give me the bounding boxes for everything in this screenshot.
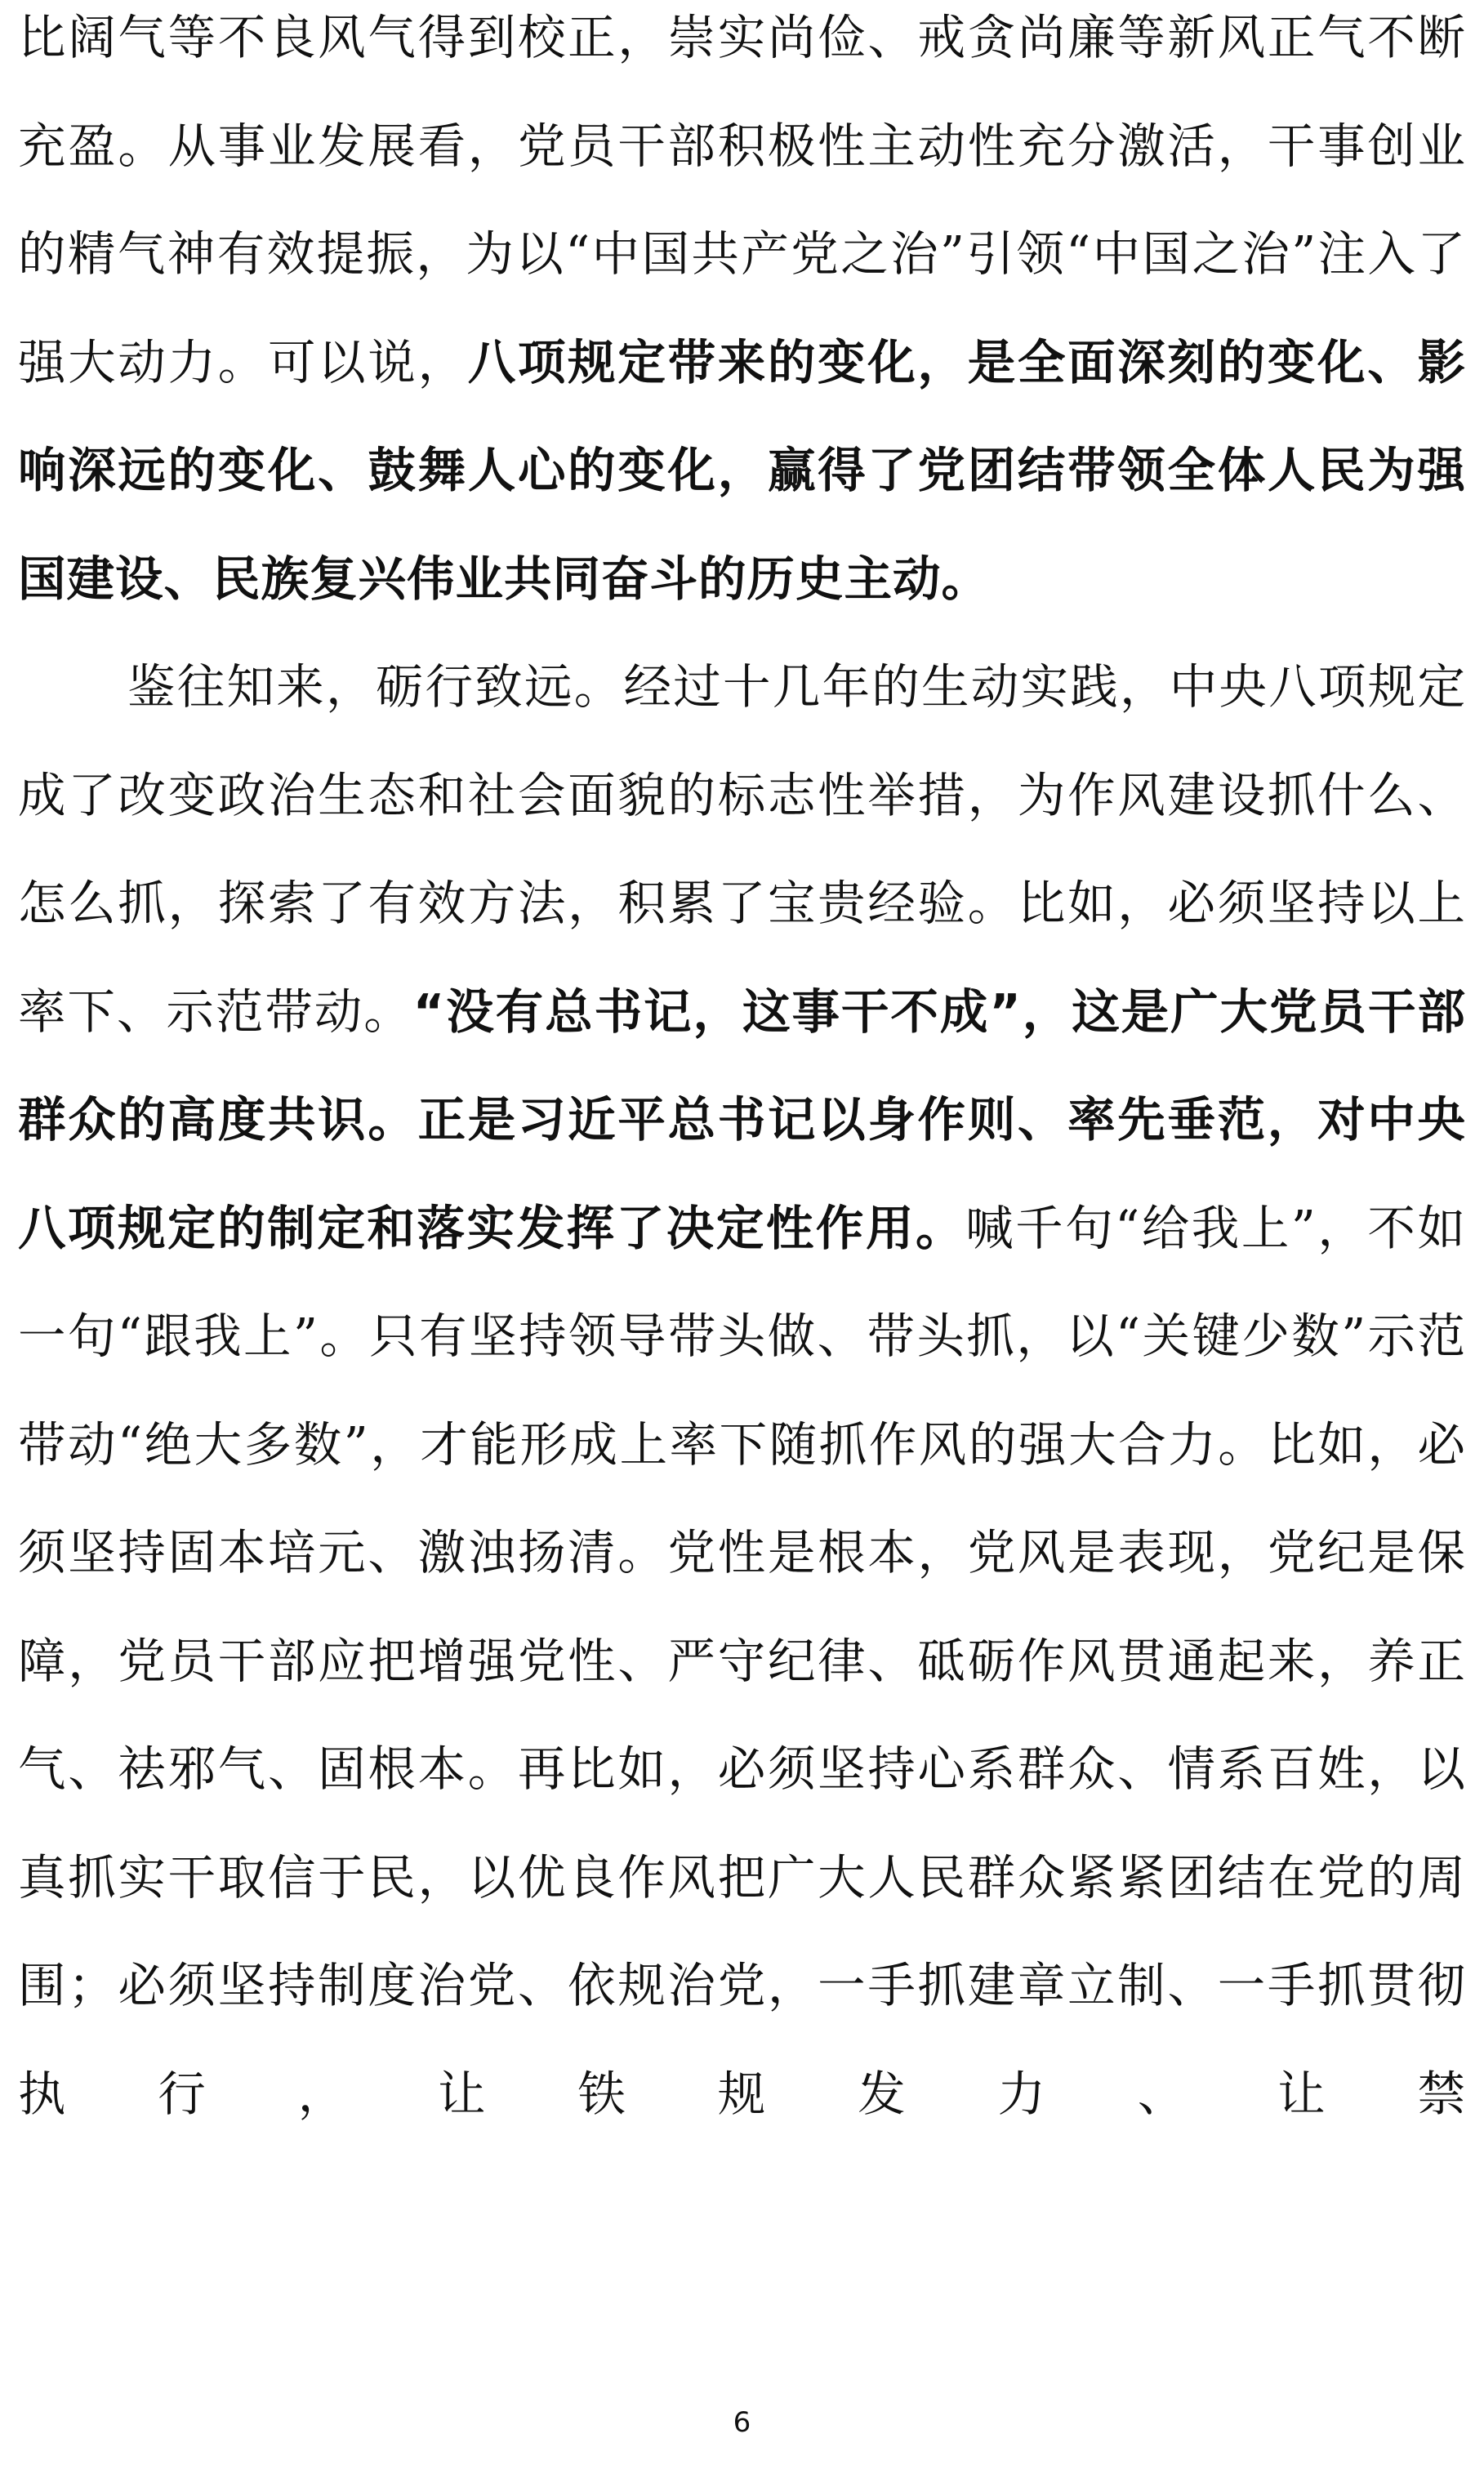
paragraph-1 <box>18 0 1466 633</box>
paragraph-2-text-b: 喊千句“给我上”，不如一句“跟我上”。只有坚持领导带头做、带头抓，以“关键少数”示范带动“绝大多数”，才能形成上率下随抓作风的强大合力。比如，必须坚持固本培元、激浊扬清。党性是根本，党风是表现，党纪是保障，党员干部应把增强党性、严守纪律、砥砺作风贯通起来，养正气、祛邪气、固根本。再比如，必须坚持心系群众、情系百姓，以真抓实干取信于民，以优良作风把广大人民群众紧紧团结在党的周围；必须坚持制度治党、依规治党，一手抓建章立制、一手抓贯彻执行，让铁规发力、让禁 <box>18 1200 1466 2122</box>
paragraph-2 <box>18 633 1466 2148</box>
document-page <box>18 0 1466 2148</box>
paragraph-2-text-a: 鉴往知来，砺行致远。经过十几年的生动实践，中央八项规定成了改变政治生态和社会面貌的标志性举措，为作风建设抓什么、怎么抓，探索了有效方法，积累了宝贵经验。比如，必须坚持以上率下、示范带动。 <box>18 659 1466 1040</box>
page-number: 6 <box>733 2406 751 2439</box>
paragraph-1-bold-text: 八项规定带来的变化，是全面深刻的变化、影响深远的变化、鼓舞人心的变化，赢得了党团结带领全体人民为强国建设、民族复兴伟业共同奋斗的历史主动。 <box>18 334 1466 607</box>
paragraph-2-bold-text: “没有总书记，这事干不成”，这是广大党员干部群众的高度共识。正是习近平总书记以身作则、率先垂范，对中央八项规定的制定和落实发挥了决定性作用。 <box>18 983 1466 1256</box>
paragraph-1-text: 比阔气等不良风气得到校正，崇实尚俭、戒贪尚廉等新风正气不断充盈。从事业发展看，党员干部积极性主动性充分激活，干事创业的精气神有效提振，为以“中国共产党之治”引领“中国之治”注入了强大动力。可以说， <box>18 10 1466 390</box>
